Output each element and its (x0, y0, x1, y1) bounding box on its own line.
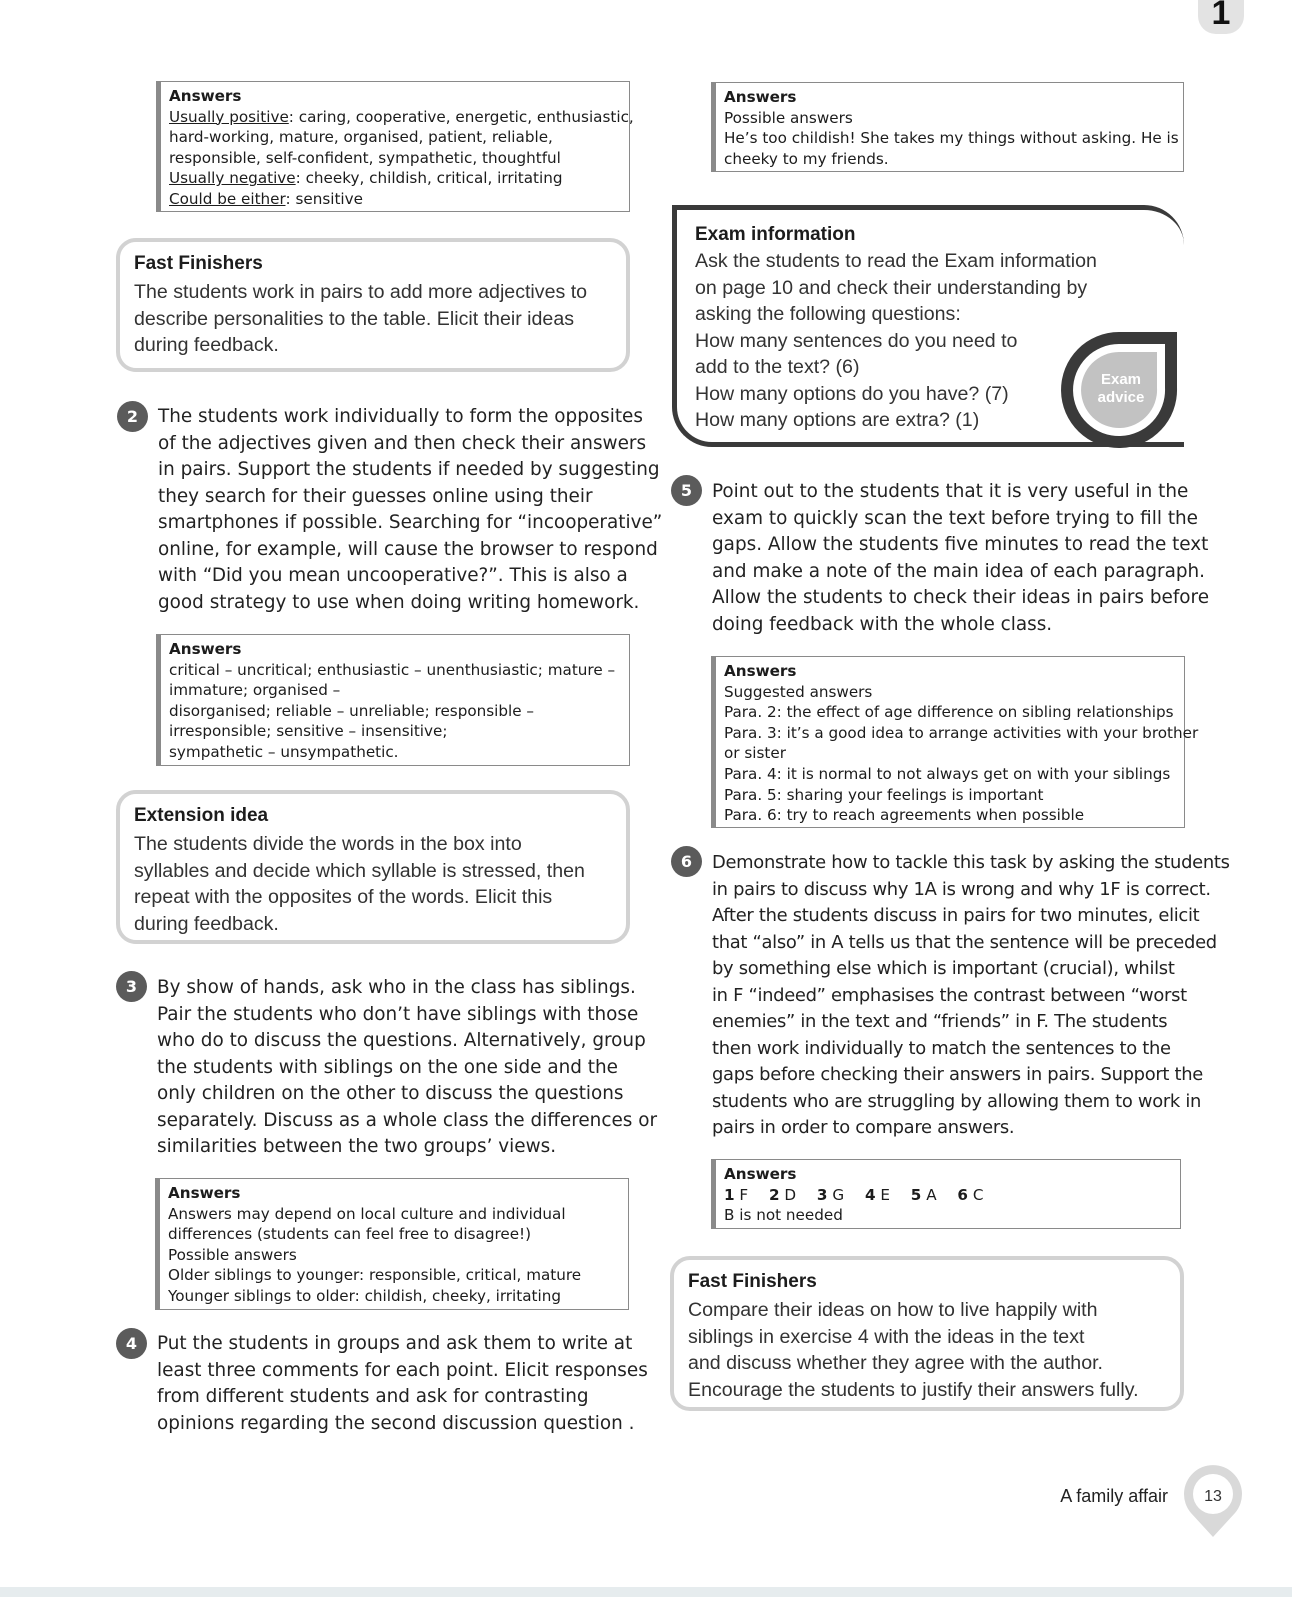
answer-line: or sister (724, 744, 786, 763)
answer-line: Para. 6: try to reach agreements when possible (724, 806, 1085, 825)
answer-line: Para. 4: it is normal to not always get on with your siblings (724, 764, 1171, 783)
exercise-text (157, 1331, 648, 1437)
answer-line: Answers may depend on local culture and individual (168, 1204, 566, 1223)
exam-badge-text: advice (1097, 389, 1145, 406)
positive-text-line: responsible, self-confident, sympathetic, thoughtful (169, 148, 561, 167)
text-line: separately. Discuss as a whole class the differences or (157, 1109, 658, 1131)
answer-line: irresponsible; sensitive – insensitive; (169, 722, 448, 741)
either-label: Could be either (169, 189, 286, 208)
extension-idea-line: syllables and decide which syllable is stressed, then (134, 859, 585, 882)
text-line: similarities between the two groups’ views. (157, 1136, 557, 1157)
fast-finishers-line: and discuss whether they agree with the author. (688, 1352, 1103, 1374)
extension-idea-heading: Extension idea (134, 805, 269, 826)
text-line: only children on the other to discuss the questions (157, 1083, 624, 1104)
extension-idea-line: repeat with the opposites of the words. Elicit this (134, 886, 553, 908)
bottom-band (0, 1587, 1292, 1597)
fast-finishers-line: The students work in pairs to add more adjectives to (134, 281, 588, 303)
extension-idea-box (116, 790, 630, 944)
fast-finishers-line: siblings in exercise 4 with the ideas in the text (688, 1325, 1085, 1348)
text-line: After the students discuss in pairs for two minutes, elicit (712, 905, 1200, 926)
answer-line: disorganised; reliable – unreliable; responsible – (169, 701, 535, 720)
text-line: gaps. Allow the students five minutes to read the text (712, 534, 1209, 555)
answer-line: cheeky to my friends. (724, 149, 889, 168)
answers-heading: Answers (169, 640, 242, 658)
exam-information-line: How many options are extra? (1) (695, 409, 980, 431)
fast-finishers-heading: Fast Finishers (134, 253, 263, 274)
positive-label: Usually positive (169, 107, 289, 126)
exercise-number-badge: 4 (116, 1328, 147, 1359)
exam-information-line: on page 10 and check their understanding by (695, 276, 1088, 299)
exam-information-line: How many sentences do you need to (695, 329, 1018, 352)
answers-box-matching (711, 1159, 1181, 1229)
text-line: and make a note of the main idea of each paragraph. (712, 560, 1206, 582)
text-line: Pair the students who don’t have siblings with those (157, 1003, 639, 1025)
positive-text-line: hard-working, mature, organised, patient, reliable, (169, 128, 553, 147)
text-line: smartphones if possible. Searching for “incooperative” (158, 512, 663, 533)
text-line: Allow the students to check their ideas in pairs before (712, 587, 1210, 608)
answer-line: Para. 3: it’s a good idea to arrange activities with your brother (724, 723, 1199, 742)
text-line: good strategy to use when doing writing homework. (158, 591, 640, 613)
answer-line: Suggested answers (724, 682, 873, 701)
text-line: enemies” in the text and “friends” in F. The students (712, 1011, 1168, 1032)
fast-finishers-line: describe personalities to the table. Elicit their ideas (134, 307, 575, 330)
text-line: online, for example, will cause the browser to respond (158, 538, 658, 560)
exercise-text (712, 850, 1230, 1142)
fast-finishers-box-2 (670, 1256, 1184, 1411)
exercise-text (712, 479, 1209, 638)
either-text: : sensitive (285, 189, 363, 208)
text-line: they search for their guesses online using their (158, 485, 593, 507)
text-line: the students with siblings on the one side and the (157, 1056, 618, 1078)
exam-information-heading: Exam information (695, 224, 856, 245)
page-number-pin-icon (1182, 1465, 1244, 1539)
exercise-number-badge: 2 (117, 401, 148, 432)
extension-idea-line: The students divide the words in the box into (134, 833, 522, 855)
text-line: Point out to the students that it is very useful in the (712, 481, 1189, 502)
text-line: Demonstrate how to tackle this task by asking the students (712, 852, 1230, 873)
exam-information-line: add to the text? (6) (695, 356, 860, 378)
answers-box-possible (711, 82, 1184, 172)
exam-badge-text: Exam (1100, 371, 1142, 388)
text-line: that “also” in A tells us that the sentence will be preceded (712, 931, 1217, 953)
answer-line: critical – uncritical; enthusiastic – unenthusiastic; mature – (169, 660, 616, 679)
fast-finishers-line: Encourage the students to justify their answers fully. (688, 1378, 1139, 1401)
answer-line: Para. 5: sharing your feelings is important (724, 785, 1044, 804)
answer-line: immature; organised – (169, 681, 341, 700)
text-line: exam to quickly scan the text before trying to fill the (712, 507, 1198, 529)
answer-line: He’s too childish! She takes my things without asking. He is (724, 129, 1179, 148)
answer-key-row: 1 F 2 D 3 G 4 E 5 A 6 C (724, 1185, 984, 1204)
text-line: who do to discuss the questions. Alternatively, group (157, 1030, 646, 1051)
fast-finishers-line: Compare their ideas on how to live happily with (688, 1299, 1098, 1321)
text-line: of the adjectives given and then check their answers (158, 432, 647, 454)
answers-heading: Answers (724, 662, 797, 680)
exam-information-line: asking the following questions: (695, 303, 961, 325)
answer-line: differences (students can feel free to disagree!) (168, 1225, 532, 1244)
text-line: students who are struggling by allowing them to work in (712, 1090, 1202, 1112)
exam-information-line: How many options do you have? (7) (695, 382, 1009, 405)
exercise-number-badge: 6 (671, 846, 702, 877)
exercise-number-badge: 5 (671, 475, 702, 506)
exam-advice-badge-icon (1059, 330, 1179, 448)
answer-line: sympathetic – unsympathetic. (169, 742, 399, 761)
unit-number-tab: 1 (1198, 0, 1244, 34)
answers-box-paragraphs (711, 656, 1199, 828)
text-line: in pairs to discuss why 1A is wrong and why 1F is correct. (712, 878, 1211, 900)
answers-box-adjectives (156, 81, 634, 212)
answer-note: B is not needed (724, 1206, 843, 1225)
answers-heading: Answers (168, 1184, 241, 1202)
text-line: By show of hands, ask who in the class has siblings. (157, 977, 636, 998)
text-line: from different students and ask for contrasting (157, 1386, 589, 1407)
answer-line: Younger siblings to older: childish, cheeky, irritating (168, 1286, 561, 1305)
text-line: in pairs. Support the students if needed by suggesting (158, 459, 660, 480)
negative-label: Usually negative (169, 169, 296, 188)
text-line: opinions regarding the second discussion question . (157, 1412, 635, 1434)
answer-line: Para. 2: the effect of age difference on sibling relationships (724, 703, 1174, 722)
footer-unit-title: A family affair (1060, 1486, 1168, 1506)
extension-idea-line: during feedback. (134, 912, 279, 935)
text-line: with “Did you mean uncooperative?”. This is also a (158, 565, 628, 586)
answer-line: Older siblings to younger: responsible, critical, mature (168, 1266, 582, 1285)
exercise-number-badge: 3 (116, 971, 147, 1002)
text-line: gaps before checking their answers in pairs. Support the (712, 1064, 1203, 1085)
page-number: 13 (1204, 1488, 1222, 1505)
answers-heading: Answers (724, 88, 797, 106)
exercise-text (157, 975, 657, 1161)
text-line: pairs in order to compare answers. (712, 1117, 1015, 1138)
answers-box-siblings (155, 1178, 629, 1310)
fast-finishers-heading: Fast Finishers (688, 1271, 817, 1292)
answers-heading: Answers (169, 87, 242, 105)
text-line: least three comments for each point. Elicit responses (157, 1359, 648, 1381)
exam-information-line: Ask the students to read the Exam information (695, 250, 1097, 272)
text-line: in F “indeed” emphasises the contrast between “worst (712, 984, 1187, 1006)
answers-heading: Answers (724, 1165, 797, 1183)
text-line: doing feedback with the whole class. (712, 613, 1053, 635)
text-line: then work individually to match the sentences to the (712, 1037, 1171, 1059)
answers-box-opposites (156, 634, 630, 766)
exercise-text (158, 404, 662, 616)
answer-line: Possible answers (724, 108, 853, 127)
text-line: The students work individually to form the opposites (158, 406, 643, 427)
fast-finishers-box (116, 238, 630, 372)
text-line: Put the students in groups and ask them to write at (157, 1333, 633, 1354)
fast-finishers-line: during feedback. (134, 334, 279, 356)
positive-text: : caring, cooperative, energetic, enthusiastic, (288, 107, 634, 126)
answer-line: Possible answers (168, 1245, 297, 1264)
negative-text: : cheeky, childish, critical, irritating (295, 169, 563, 188)
text-line: by something else which is important (crucial), whilst (712, 958, 1175, 979)
